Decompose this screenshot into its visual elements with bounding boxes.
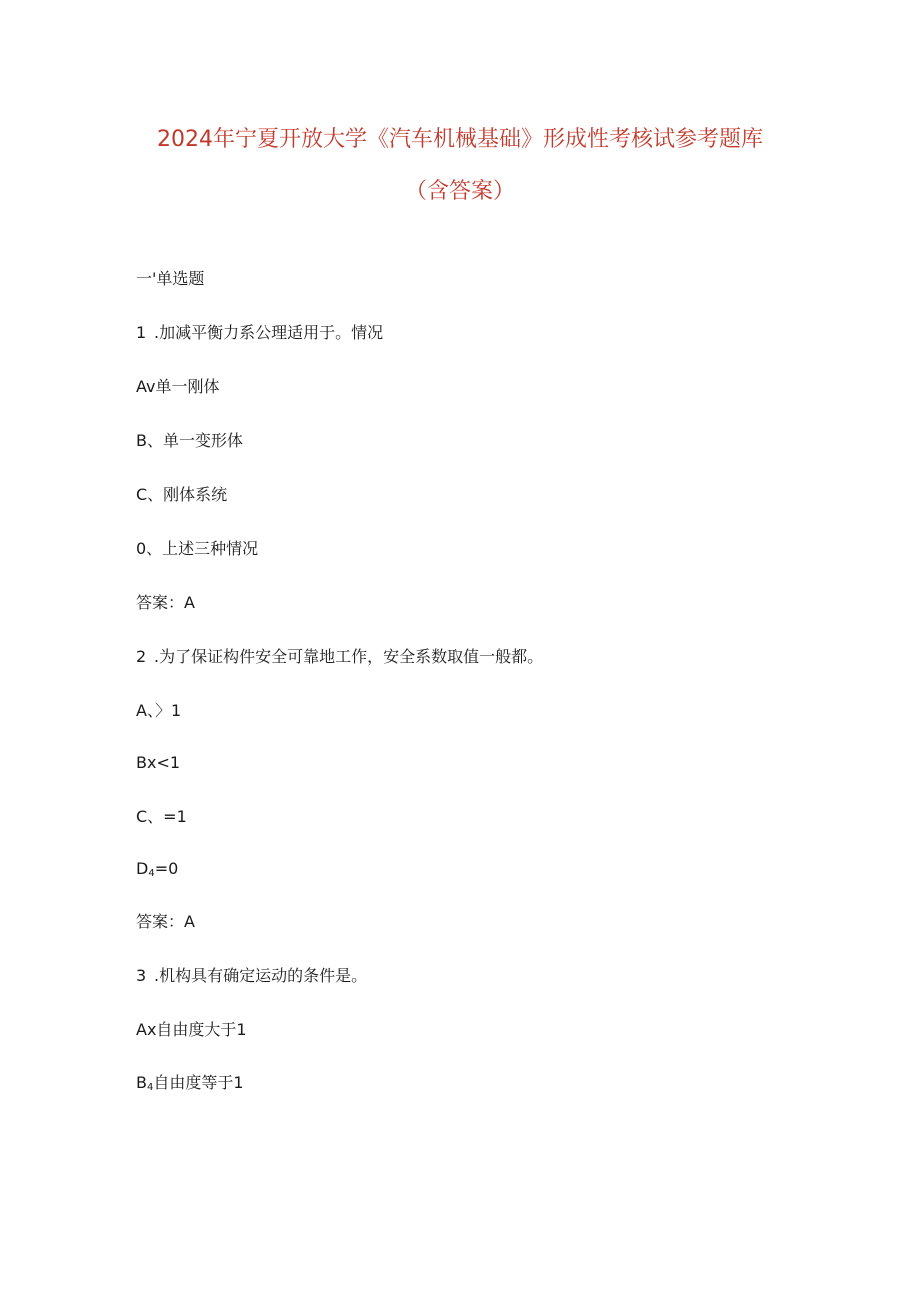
question-number: 1 bbox=[136, 323, 147, 342]
question-2 bbox=[136, 646, 543, 668]
question-number: 2 bbox=[136, 647, 147, 666]
question-text: .为了保证构件安全可靠地工作，安全系数取值一般都。 bbox=[154, 647, 544, 666]
option-letter: B bbox=[136, 1073, 147, 1092]
document-title: 2024年宁夏开放大学《汽车机械基础》形成性考核试参考题库 bbox=[157, 127, 763, 152]
question-text: .加减平衡力系公理适用于。情况 bbox=[154, 323, 384, 342]
question-1-option-c: C、刚体系统 bbox=[136, 485, 228, 504]
question-2-option-c: C、=1 bbox=[136, 807, 187, 826]
option-subscript: 4 bbox=[146, 1082, 154, 1093]
question-text: .机构具有确定运动的条件是。 bbox=[154, 966, 368, 985]
question-2-option-d bbox=[136, 858, 178, 885]
question-1-option-a: Av单一刚体 bbox=[136, 377, 220, 396]
option-subscript: 4 bbox=[148, 868, 155, 879]
question-1 bbox=[136, 322, 383, 344]
question-1-option-b: B、单一变形体 bbox=[136, 431, 243, 450]
question-3-option-a: Ax自由度大于1 bbox=[136, 1020, 247, 1039]
question-1-answer: 答案：A bbox=[136, 593, 195, 612]
question-3-option-b bbox=[136, 1072, 244, 1099]
question-2-option-a: A、〉1 bbox=[136, 701, 182, 720]
document-title-subtitle: （含答案） bbox=[404, 179, 515, 204]
question-3 bbox=[136, 965, 367, 987]
question-1-option-d: 0、上述三种情况 bbox=[136, 539, 259, 558]
section-heading: 一'单选题 bbox=[136, 269, 205, 288]
option-text: 自由度等于1 bbox=[153, 1073, 244, 1092]
question-2-option-b: Bx<1 bbox=[136, 753, 181, 772]
option-letter: D bbox=[136, 859, 149, 878]
question-number: 3 bbox=[136, 966, 147, 985]
question-2-answer: 答案：A bbox=[136, 912, 195, 931]
option-text: =0 bbox=[154, 859, 179, 878]
